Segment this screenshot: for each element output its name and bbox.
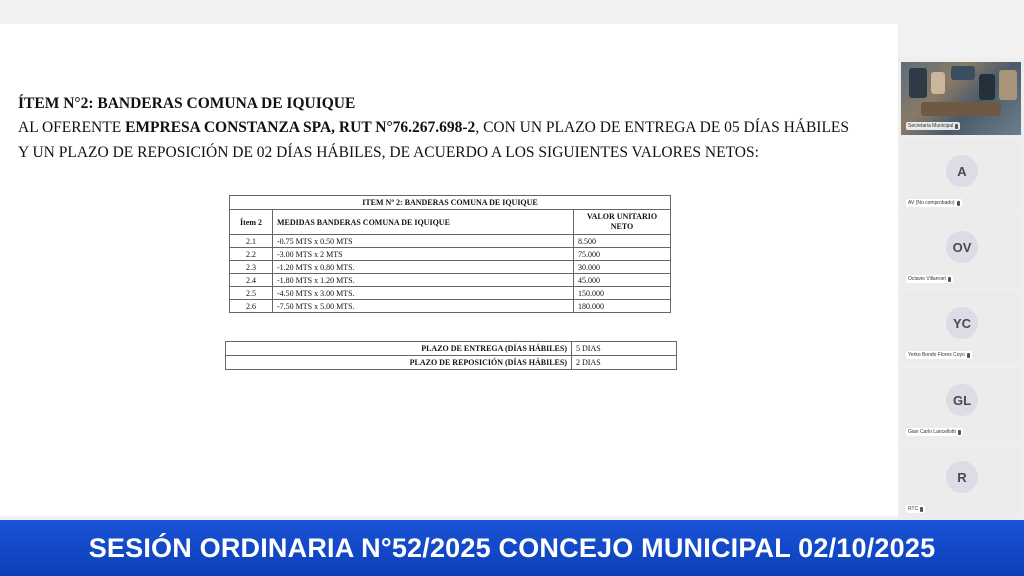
- participant-tile[interactable]: [901, 445, 1021, 518]
- participant-name: Octavio Villarroel: [908, 276, 946, 282]
- microphone-icon: [948, 277, 951, 282]
- table-row: [230, 274, 671, 287]
- participant-video-tile[interactable]: [901, 62, 1021, 135]
- term-value: 5 DIAS: [572, 342, 677, 356]
- participant-tile[interactable]: [901, 368, 1021, 441]
- item-valor: 150.000: [574, 287, 671, 300]
- microphone-icon: [967, 353, 970, 358]
- video-frame-shape: [951, 66, 975, 80]
- participant-name: RTC: [908, 506, 919, 512]
- video-frame-shape: [909, 68, 927, 98]
- participant-name: Yerko Bondo Flores Coyo: [908, 352, 965, 358]
- items-table-caption: ITEM Nº 2: BANDERAS COMUNA DE IQUIQUE: [230, 196, 671, 210]
- item-medida: -7.50 MTS x 5.00 MTS.: [273, 300, 574, 313]
- shared-document: [0, 24, 898, 516]
- video-frame-shape: [921, 102, 1001, 116]
- participant-name-label: [906, 505, 925, 513]
- item-medida: -0.75 MTS x 0.50 MTS: [273, 235, 574, 248]
- participant-name: Gian Carlo Lancellotti: [908, 429, 956, 435]
- item-valor: 8.500: [574, 235, 671, 248]
- participant-name: Secretaria Municipal: [908, 123, 954, 129]
- item-valor: 75.000: [574, 248, 671, 261]
- col-valor-header: VALOR UNITARIO NETO: [574, 210, 671, 235]
- item-number: 2.5: [230, 287, 273, 300]
- participant-name-label: [906, 122, 960, 130]
- participant-name-label: [906, 428, 963, 436]
- item-medida: -1.20 MTS x 0.80 MTS.: [273, 261, 574, 274]
- video-frame-shape: [999, 70, 1017, 100]
- avatar: A: [946, 155, 978, 187]
- table-row: [230, 235, 671, 248]
- video-frame-shape: [931, 72, 945, 94]
- col-medidas-header: MEDIDAS BANDERAS COMUNA DE IQUIQUE: [273, 210, 574, 235]
- video-frame-shape: [979, 74, 995, 100]
- items-table: [229, 195, 671, 313]
- participant-name: AV (No comprobado): [908, 200, 955, 206]
- item-number: 2.3: [230, 261, 273, 274]
- microphone-icon: [955, 124, 958, 129]
- table-row: [230, 248, 671, 261]
- table-row: [230, 300, 671, 313]
- avatar: GL: [946, 384, 978, 416]
- participant-tile[interactable]: [901, 291, 1021, 364]
- participants-panel: [898, 58, 1024, 520]
- avatar: R: [946, 461, 978, 493]
- item-valor: 180.000: [574, 300, 671, 313]
- item-valor: 30.000: [574, 261, 671, 274]
- col-item-header: Ítem 2: [230, 210, 273, 235]
- item-medida: -3.00 MTS x 2 MTS: [273, 248, 574, 261]
- item-heading: ÍTEM N°2: BANDERAS COMUNA DE IQUIQUE: [18, 95, 356, 112]
- microphone-icon: [920, 507, 923, 512]
- table-row: [230, 287, 671, 300]
- award-prefix: AL OFERENTE: [18, 119, 126, 136]
- session-banner: [0, 520, 1024, 576]
- award-suffix: , CON UN PLAZO DE ENTREGA DE 05 DÍAS HÁBILES: [475, 119, 850, 136]
- item-valor: 45.000: [574, 274, 671, 287]
- item-number: 2.4: [230, 274, 273, 287]
- terms-table: [225, 341, 677, 370]
- award-line-2: Y UN PLAZO DE REPOSICIÓN DE 02 DÍAS HÁBILES, DE ACUERDO A LOS SIGUIENTES VALORES NETOS:: [18, 144, 759, 161]
- company-name: EMPRESA CONSTANZA SPA, RUT N°76.267.698-2: [125, 119, 476, 136]
- item-medida: -4.50 MTS x 3.00 MTS.: [273, 287, 574, 300]
- participant-name-label: [906, 351, 972, 359]
- participant-tile[interactable]: [901, 215, 1021, 288]
- award-line-1: [18, 119, 849, 137]
- participant-tile[interactable]: [901, 139, 1021, 212]
- table-row: [230, 261, 671, 274]
- microphone-icon: [957, 201, 960, 206]
- table-row: [226, 342, 677, 356]
- term-label: PLAZO DE ENTREGA (DÍAS HÁBILES): [226, 342, 572, 356]
- participant-name-label: [906, 199, 962, 207]
- participant-name-label: [906, 275, 953, 283]
- avatar: YC: [946, 307, 978, 339]
- term-value: 2 DIAS: [572, 356, 677, 370]
- item-medida: -1.80 MTS x 1.20 MTS.: [273, 274, 574, 287]
- session-title: SESIÓN ORDINARIA N°52/2025 CONCEJO MUNICIPAL 02/10/2025: [88, 532, 936, 563]
- item-number: 2.2: [230, 248, 273, 261]
- microphone-icon: [958, 430, 961, 435]
- item-number: 2.6: [230, 300, 273, 313]
- table-row: [226, 356, 677, 370]
- item-number: 2.1: [230, 235, 273, 248]
- avatar: OV: [946, 231, 978, 263]
- term-label: PLAZO DE REPOSICIÓN (DÍAS HÁBILES): [226, 356, 572, 370]
